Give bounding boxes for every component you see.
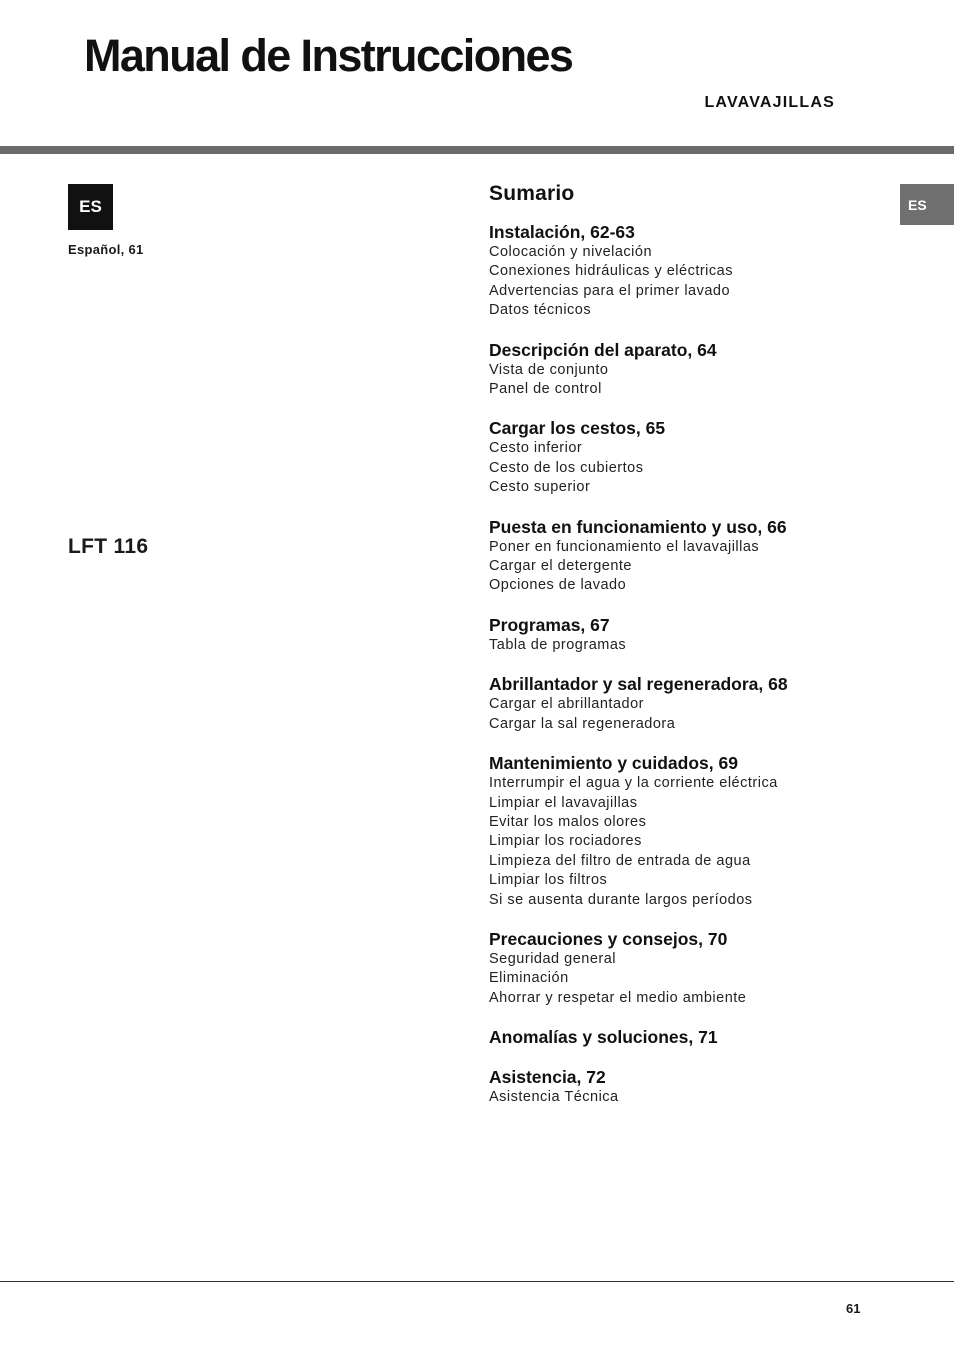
toc-section-title: Instalación, 62-63 <box>489 222 635 242</box>
toc-sections <box>489 222 909 1108</box>
model-name: LFT 116 <box>68 535 149 558</box>
toc-section <box>489 1067 909 1107</box>
toc-section <box>489 1027 909 1048</box>
toc-section-title: Mantenimiento y cuidados, 69 <box>489 753 738 774</box>
language-index: Español, 61 <box>68 242 144 257</box>
toc-sub-item: Evitar los malos olores <box>489 813 647 830</box>
toc-section-title: Asistencia, 72 <box>489 1067 606 1088</box>
language-side-tab: ES <box>900 184 954 225</box>
toc-sub-item: Seguridad general <box>489 950 617 967</box>
header-divider <box>0 146 954 154</box>
toc-sub-item: Cargar el abrillantador <box>489 696 644 713</box>
product-category: LAVAVAJILLAS <box>704 94 835 111</box>
toc-section <box>489 222 909 321</box>
toc-heading: Sumario <box>489 182 575 205</box>
toc-sub-item: Eliminación <box>489 970 569 987</box>
toc-sub-item: Tabla de programas <box>489 636 627 653</box>
table-of-contents <box>489 182 909 1127</box>
toc-section-title: Programas, 67 <box>489 614 610 635</box>
toc-section <box>489 615 909 655</box>
toc-section <box>489 517 909 596</box>
page-title: Manual de Instrucciones <box>84 30 573 81</box>
toc-section <box>489 340 909 400</box>
toc-sub-item: Cesto inferior <box>489 440 583 457</box>
toc-section <box>489 753 909 910</box>
toc-section-title: Anomalías y soluciones, 71 <box>489 1027 718 1048</box>
toc-sub-item: Si se ausenta durante largos períodos <box>489 891 753 908</box>
toc-section <box>489 418 909 497</box>
toc-sub-item: Limpiar el lavavajillas <box>489 794 638 811</box>
toc-sub-item: Advertencias para el primer lavado <box>489 282 731 299</box>
toc-sub-item: Cesto de los cubiertos <box>489 459 644 476</box>
toc-sub-item: Asistencia Técnica <box>489 1089 619 1106</box>
toc-sub-item: Cesto superior <box>489 479 591 496</box>
toc-sub-item: Limpiar los filtros <box>489 872 608 889</box>
toc-sub-item: Colocación y nivelación <box>489 244 653 260</box>
footer-divider <box>0 1281 954 1282</box>
toc-section-title: Puesta en funcionamiento y uso, 66 <box>489 516 787 537</box>
toc-section-title: Abrillantador y sal regeneradora, 68 <box>489 674 788 695</box>
toc-sub-item: Ahorrar y respetar el medio ambiente <box>489 989 747 1006</box>
toc-sub-item: Cargar el detergente <box>489 558 632 575</box>
toc-sub-item: Interrumpir el agua y la corriente eléctrica <box>489 775 778 792</box>
toc-section-title: Descripción del aparato, 64 <box>489 339 717 360</box>
toc-sub-item: Opciones de lavado <box>489 577 627 594</box>
language-badge: ES <box>68 184 113 230</box>
toc-sub-item: Datos técnicos <box>489 302 592 319</box>
toc-sub-item: Limpiar los rociadores <box>489 833 642 850</box>
toc-sub-item: Vista de conjunto <box>489 361 609 378</box>
toc-section <box>489 929 909 1008</box>
page-number: 61 <box>846 1301 861 1316</box>
toc-section <box>489 674 909 734</box>
toc-section-title: Cargar los cestos, 65 <box>489 418 666 439</box>
toc-sub-item: Limpieza del filtro de entrada de agua <box>489 852 751 869</box>
toc-sub-item: Panel de control <box>489 381 602 398</box>
toc-sub-item: Poner en funcionamiento el lavavajillas <box>489 538 760 555</box>
toc-sub-item: Cargar la sal regeneradora <box>489 715 676 732</box>
toc-sub-item: Conexiones hidráulicas y eléctricas <box>489 263 733 280</box>
toc-section-title: Precauciones y consejos, 70 <box>489 928 728 949</box>
